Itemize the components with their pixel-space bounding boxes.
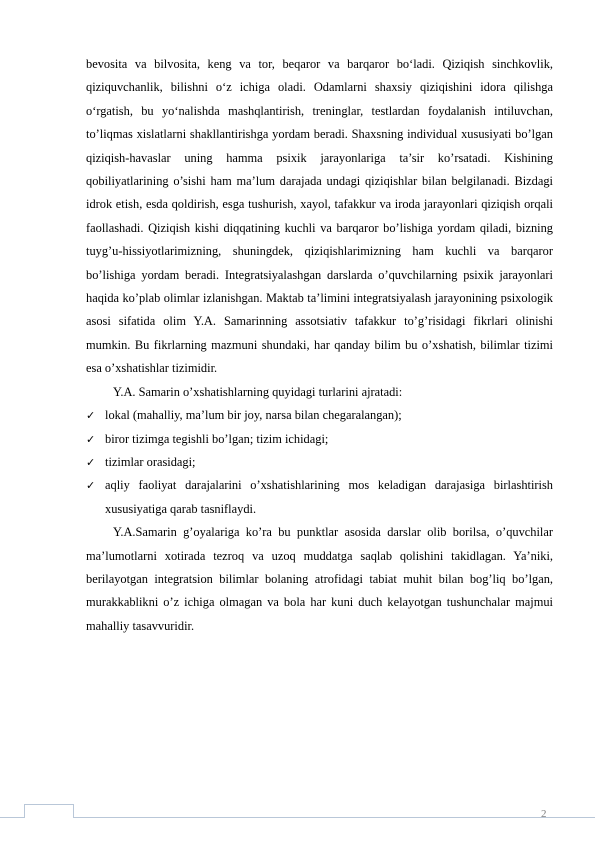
list-item-text: tizimlar orasidagi; [105,454,196,469]
paragraph-conclusion: Y.A.Samarin g’oyalariga ko’ra bu punktlar asosida darslar olib borilsa, o’quvchilar ma’lumotlarni xotirada tezroq va uzoq muddatga saqlab qolishini takidlagan. Ya’niki, berilayotgan integratsion bilimlar bolaning atrofidagi tabiat muhit bilan bog’liq bo’lgan, murakkablikni o’z ichiga olmagan va bola har kuni duch kelayotgan tushunchalar majmui mahalliy tasavvuridir. [86,525,553,633]
checkmark-icon: ✓ [86,432,96,446]
footer-tab [24,804,74,818]
page-number: 2 [541,808,547,820]
body-text [86,53,553,638]
list-item [86,428,553,451]
paragraph-intro: bevosita va bilvosita, keng va tor, beqaror va barqaror bo‘ladi. Qiziqish sinchkovlik, qiziquvchanlik, bilishni o‘z ichiga oladi. Odamlarni shaxsiy qiziqishini idora qilishga o‘rgatish, bu yo‘nalishda mashqlantirish, treninglar, testlardan foydalanish intiluvchan, to’liqmas xislatlarni shakllantirishga yordam beradi. Shaxsning individual xususiyati bo’lgan qiziqish-havaslar uning hamma psixik jarayonlariga ta’sir ko’rsatadi. Kishining qobiliyatlarining o’sishi ham ma’lum darajada undagi qiziqishlar bilan belgilanadi. Bizdagi idrok etish, esda qoldirish, esga tushurish, xayol, tafakkur va iroda jarayonlari qiziqish orqali faollashadi. Qiziqish kishi diqqatining kuchli va barqaror bo’lishiga yordam qiladi, bizning tuyg’u-hissiyotlarimizning, shuningdek, qiziqishlarimizning ham kuchli va barqaror bo’lishiga yordam beradi. Integratsiyalashgan darslarda o’quvchilarning psixik jarayonlari haqida ko’plab olimlar izlanishgan. Maktab ta’limini integratsiyalash jarayonining psixologik asosi sifatida olim Y.A. Samarinning assotsiativ tafakkur to’g’risidagi fikrlari olinishi mumkin. Bu fikrlarning mazmuni shundaki, har qanday bilim bu o’xshatish, bilimlar tizimi esa o’xshatishlar tizimidir. [86,57,553,376]
list-item-text: aqliy faoliyat darajalarini o’xshatishlarining mos keladigan darajasiga birlashtirish xususiyatiga qarab tasniflaydi. [105,478,553,516]
checkmark-icon: ✓ [86,455,96,469]
footer-rule [0,817,595,818]
list-item-text: biror tizimga tegishli bo’lgan; tizim ichidagi; [105,431,329,446]
list-item [86,474,553,521]
list-item-text: lokal (mahalliy, ma’lum bir joy, narsa bilan chegaralangan); [105,408,402,423]
checkmark-icon: ✓ [86,409,96,423]
list-item [86,451,553,474]
checkmark-icon: ✓ [86,479,96,493]
paragraph-types-lead: Y.A. Samarin o’xshatishlarning quyidagi turlarini ajratadi: [113,384,403,399]
list-item [86,404,553,427]
checklist [86,404,553,521]
